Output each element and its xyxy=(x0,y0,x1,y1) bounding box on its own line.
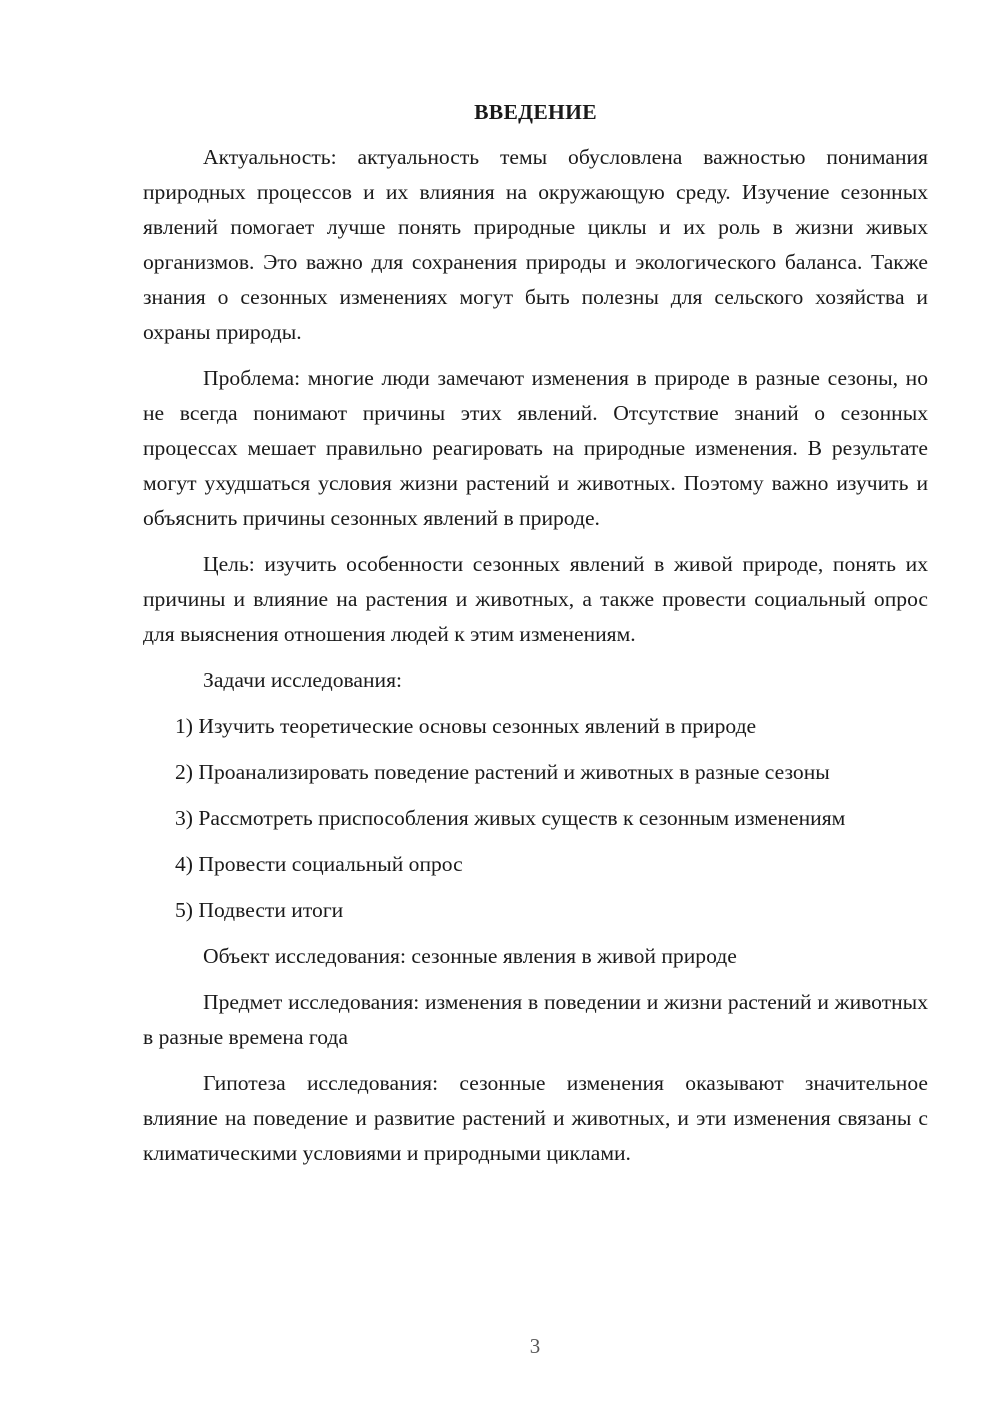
paragraph-goal: Цель: изучить особенности сезонных явлений в живой природе, понять их причины и влияние на растения и животных, а также провести социальный опрос для выяснения отношения людей к этим изменениям. xyxy=(143,552,928,646)
paragraph-tasks-title: Задачи исследования: xyxy=(203,668,403,692)
page-content xyxy=(143,95,928,1182)
page-number: 3 xyxy=(529,1334,541,1358)
paragraph-object: Объект исследования: сезонные явления в живой природе xyxy=(203,944,737,968)
task-item-4: 4) Провести социальный опрос xyxy=(175,852,463,876)
task-item-1: 1) Изучить теоретические основы сезонных явлений в природе xyxy=(175,714,757,738)
paragraph-relevance: Актуальность: актуальность темы обусловлена важностью понимания природных процессов и их влияния на окружающую среду. Изучение сезонных явлений помогает лучше понять природные циклы и их роль в жизни живых организмов. Это важно для сохранения природы и экологического баланса. Также знания о сезонных изменениях могут быть полезны для сельского хозяйства и охраны природы. xyxy=(143,145,928,344)
paragraph-hypothesis: Гипотеза исследования: сезонные изменения оказывают значительное влияние на поведение и развитие растений и животных, и эти изменения связаны с климатическими условиями и природными циклами. xyxy=(143,1071,928,1165)
task-item-5: 5) Подвести итоги xyxy=(175,898,344,922)
task-item-3: 3) Рассмотреть приспособления живых существ к сезонным изменениям xyxy=(175,806,846,830)
section-heading: ВВЕДЕНИЕ xyxy=(474,100,597,124)
paragraph-subject: Предмет исследования: изменения в поведении и жизни растений и животных в разные времена года xyxy=(143,990,928,1049)
task-item-2: 2) Проанализировать поведение растений и животных в разные сезоны xyxy=(175,760,830,784)
paragraph-problem: Проблема: многие люди замечают изменения в природе в разные сезоны, но не всегда понимают причины этих явлений. Отсутствие знаний о сезонных процессах мешает правильно реагировать на природные изменения. В результате могут ухудшаться условия жизни растений и животных. Поэтому важно изучить и объяснить причины сезонных явлений в природе. xyxy=(143,366,928,530)
